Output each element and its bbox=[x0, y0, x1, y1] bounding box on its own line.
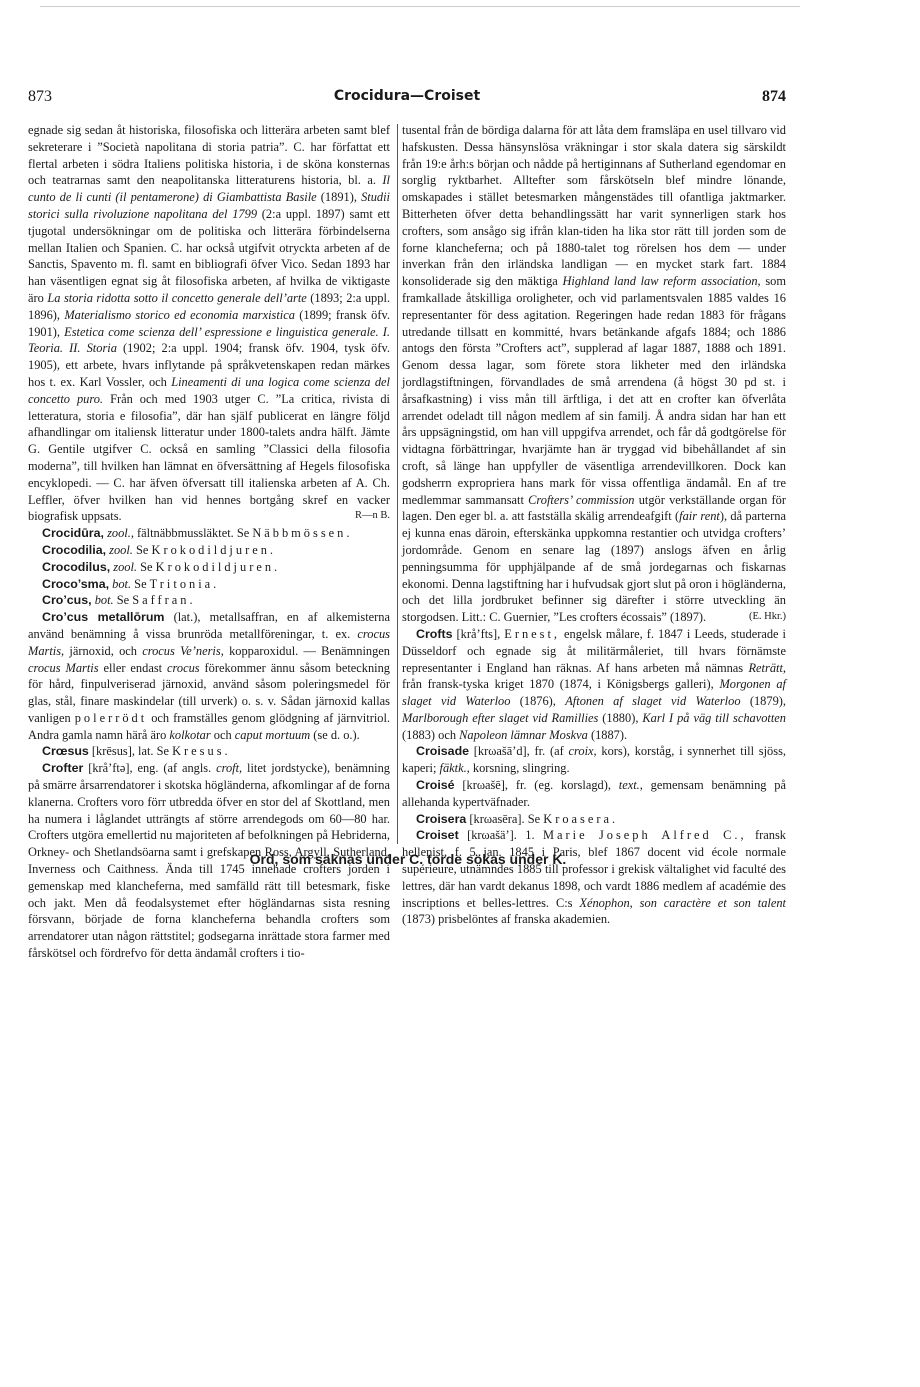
cross-reference: Kroasera. bbox=[543, 811, 619, 826]
cross-reference: Krokodildjuren. bbox=[151, 542, 276, 557]
entry-croisera: Croisera [krωasēra]. Se Kroasera. bbox=[416, 811, 619, 826]
entry-croesus: Crœsus [krēsus], lat. Se Kresus. bbox=[42, 744, 231, 759]
cross-reference: Näbbmössen. bbox=[252, 526, 353, 541]
page-footer-note: Ord, som saknas under C. torde sökas under K. bbox=[249, 851, 567, 867]
headword: Croco’sma, bbox=[42, 576, 110, 591]
entry-crocosma: Croco’sma, bot. Se Tritonia. bbox=[42, 576, 220, 591]
headword: Crofter bbox=[42, 761, 84, 776]
headword: Crocodilus, bbox=[42, 559, 111, 574]
cross-reference: Kresus. bbox=[172, 744, 231, 759]
top-rule bbox=[40, 6, 800, 7]
cross-reference: Saffran. bbox=[132, 593, 196, 608]
entry-croiset: Croiset [krωašä’]. 1. Marie Joseph Alfred C., fransk hellenist, f. 5 jan. 1845 i Paris, blef 1867 docent vid école normale supérieure, utnämndes 1885 till professor i grekisk vältalighet vid faculté des lettres, där han vardt dekanus 1898, och vardt 1886 medlem af académie des inscriptions et belles-lettres. C:s Xénophon, son caractère et son talent (1873) prisbelöntes af franska akademien. bbox=[402, 828, 786, 927]
right-column bbox=[402, 122, 786, 928]
crofter-continuation: tusental från de bördiga dalarna för att låta dem framsläpa en usel tillvaro vid hafskusten. Dessa hänsynslösa vräkningar i stor skala datera sig särskildt från 19:e årh:s början och nådde på hertiginnans af Sutherland egendomar en sorglig ryktbarhet. Alltefter som fårskötseln blef mindre lönande, omskapades i stället betesmarken mångenstädes till ofantliga jaktmarker. Bitterheten öfver detta behandlingssätt har varit synnerligen stark hos crofters, som ansågo sig ifrån klan-tiden ha lika stor rätt till jorden som de forne klancheferna; och på 1880-talet tog rörelsen hos dem — under inverkan från den irländska landligan — en mycket stark fart. 1884 konsoliderade sig den mäktiga Highland land law reform association, som framkallade åtskilliga oroligheter, och vid parlamentsvalen 1885 valdes 16 representanter för dess agitation. Regeringen hade redan 1883 för frågans utredande tillsatt en kommitté, hvars betänkande afgafs 1884; och 1886 antogs den första ”Crofters act”, supplerad af lagar 1887, 1888 och 1891. Genom dessa lagar, som förete stora likheter med den irländska jordlagstiftningen, förvandlades de små arrendena (å högst 30 pd st. i årsafkastning) i viss mån till ärftliga, i det att en crofter kan öfverlåta arrendet odeladt till någon medlem af sin familj. Å andra sidan har han ett års uppsägningstid, om han vill uppgifva arrendet, och får då godtgörelse för vidtagna förbättringar, hvarjämte han är tryggad vid bibehållandet af sin croft, så länge han uppfyller de väsentliga arrendevillkoren. Dock kan godsherrn expropriera hans mark för vissa offentliga ändamål. En af tre medlemmar sammansatt Crofters’ commission utgör verkställande organ för lagen. Den eger bl. a. att fastställa skälig arrendeafgift (fair rent), då parterna ej kunna enas däroin, efterskänka uppkomna restantier och utvidga crofters’ jordområde. Genom en senare lag (1897) anslogs äfven en årlig penningsumma för upphjälpande af de små jordegarnas och fiskarnas ekonomi. Denna lagstiftning har i hufvudsak gjort slut på oron i högländerna, och det lilla jordbruket befinner sig därefter i större utveckling än storgodsen. Litt.: C. Guernier, ”Les crofters écossais” (1897). (E. Hkr.) bbox=[402, 123, 787, 625]
entry-crocus-metallorum: Cro’cus metallōrum (lat.), metallsaffran, en af alkemisterna använd benämning å vissa brunröda metallföreningar, t. ex. crocus Martis, järnoxid, och crocus Ve’neris, kopparoxidul. — Benämningen crocus Martis eller endast crocus förekommer ännu såsom beteckning för hård, finpulveriserad järnoxid, använd såsom poleringsmedel för glas, stål, finare maskindelar (till urverk) o. s. v. Sådan järnoxid kallas vanligen polerrödt och framställes genom glödgning af järnvitriol. Andra gamla namn härå äro kolkotar och caput mortuum (se d. o.). bbox=[28, 610, 391, 742]
page-header bbox=[28, 88, 786, 110]
entry-crofter: Crofter [krå’ftə], eng. (af angls. croft, litet jordstycke), benämning på smärre årsarrendatorer i skotska högländerna, afkomlingar af de forna klanerna. Crofters voro förr utbredda öfver en stor del af Skottland, men ha numera i låglandet utträngts af större arrendegods om 60—80 har. Crofters utgöra emellertid nu majoriteten af befolkningen på Hebriderna, Orkney- och Shetlandsöarna samt i grefskapen Ross, Argyll, Sutherland, Inverness och Caithness. Ända till 1745 innehade crofters jorden i gemenskap med klancheferna, med samfälld rätt till betesmark, fiske och jakt. Men då feodalsystemet efter högländarnas sista resning försvann, började de forna klancheferna behandla crofters som arrendatorer utan någon rättstitel; godsegarna inrättade stora farmer med fårskötsel och fördrefvo för detta ändamål crofters i tio- bbox=[28, 761, 390, 961]
cross-reference: Tritonia. bbox=[149, 576, 220, 591]
column-divider bbox=[397, 124, 398, 844]
entry-crocodilia: Crocodilia, zool. Se Krokodildjuren. bbox=[42, 542, 276, 557]
headword: Crocidūra, bbox=[42, 526, 104, 541]
headword: Croiset bbox=[416, 828, 459, 843]
entry-crocodilus: Crocodilus, zool. Se Krokodildjuren. bbox=[42, 559, 281, 574]
page-number-left: 873 bbox=[28, 88, 52, 105]
page-number-right: 874 bbox=[762, 88, 786, 105]
cross-reference: Krokodildjuren. bbox=[155, 559, 281, 574]
headword: Cro’cus, bbox=[42, 593, 92, 608]
headword: Crofts bbox=[416, 626, 453, 641]
entry-crocus: Cro’cus, bot. Se Saffran. bbox=[42, 593, 196, 608]
croce-continuation: egnade sig sedan åt historiska, filosofiska och litterära arbeten samt blef sekreterare i ”Società napolitana di storia patria”. C. har författat ett flertal arbeten i södra Italiens politiska historia, i de sköna konsternas och teatrarnas samt den neapolitanska litteraturens historia, bl. a. Il cunto de li cunti (il pentamerone) di Giambattista Basile (1891), Studii storici sulla rivoluzione napolitana del 1799 (2:a uppl. 1897) samt ett tjugotal undersökningar om de politiska och litterära förbindelserna mellan Italien och Spanien. C. har också utgifvit otryckta arbeten af de Sanctis, Spavento m. fl. samt en bibliografi öfver Vico. Sedan 1893 har han väsentligen egnat sig åt filosofiska arbeten, af hvilka de viktigaste äro La storia ridotta sotto il concetto generale dell’arte (1893; 2:a uppl. 1896), Materialismo storico ed economia marxistica (1899; fransk öfv. 1901), Estetica come scienza dell’ espressione e linguistica generale. I. Teoria. II. Storia (1902; 2:a uppl. 1904; fransk öfv. 1904, tysk öfv. 1905), ett arbete, hvars inflytande på språkvetenskapen redan märkes hos t. ex. Karl Vossler, och Lineamenti di una logica come scienza del concetto puro. Från och med 1903 utger C. ”La critica, rivista di letteratura, storia e filosofia”, där han själf publicerat en längre följd afhandlingar om italiensk litteratur under 1800-talets andra hälft. Jämte G. Gentile utgifver C. också en samling ”Classici della filosofia moderna”, till hvilken han lämnat en öfversättning af Hegels filosofiska encyklopedi. — C. har äfven öfversatt till italienska arbeten af A. Ch. Leffler, öfver hvilken han vid hennes bortgång skref en vacker biografisk uppsats. R—n B. bbox=[28, 123, 391, 524]
entry-crocidura: Crocidūra, zool., fältnäbbmussläktet. Se Näbbmössen. bbox=[42, 526, 353, 541]
entry-croisade: Croisade [krωašā’d], fr. (af croix, kors), korståg, i synnerhet till sjöss, kaperi; fäktk., korsning, slingring. bbox=[402, 744, 786, 776]
author-signature: R—n B. bbox=[354, 510, 390, 522]
entry-croise: Croisé [krωašē], fr. (eg. korslagd), text., gemensam benämning på allehanda kypertväfnader. bbox=[402, 778, 787, 809]
headword: Croisera bbox=[416, 811, 467, 826]
headword: Croisade bbox=[416, 744, 470, 759]
entry-crofts: Crofts [krå’fts], Ernest, engelsk målare, f. 1847 i Leeds, studerade i Düsseldorf och egnade sig åt militärmåleriet, till hvars förnämste representanter i England han räknas. Af hans arbeten må nämnas Reträtt, från fransk-tyska kriget 1870 (1874, i Königsbergs galleri), Morgonen af slaget vid Waterloo (1876), Aftonen af slaget vid Waterloo (1879), Marlborough efter slaget vid Ramillies (1880), Karl I på väg till schavotten (1883) och Napoleon lämnar Moskva (1887). bbox=[402, 626, 786, 742]
headword: Croisé bbox=[416, 778, 455, 793]
author-signature: (E. Hkr.) bbox=[748, 611, 786, 623]
left-column bbox=[28, 122, 390, 962]
running-title: Crocidura—Croiset bbox=[333, 88, 481, 104]
headword: Crœsus bbox=[42, 744, 89, 759]
headword: Crocodilia, bbox=[42, 542, 107, 557]
headword: Cro’cus metallōrum bbox=[42, 610, 165, 625]
